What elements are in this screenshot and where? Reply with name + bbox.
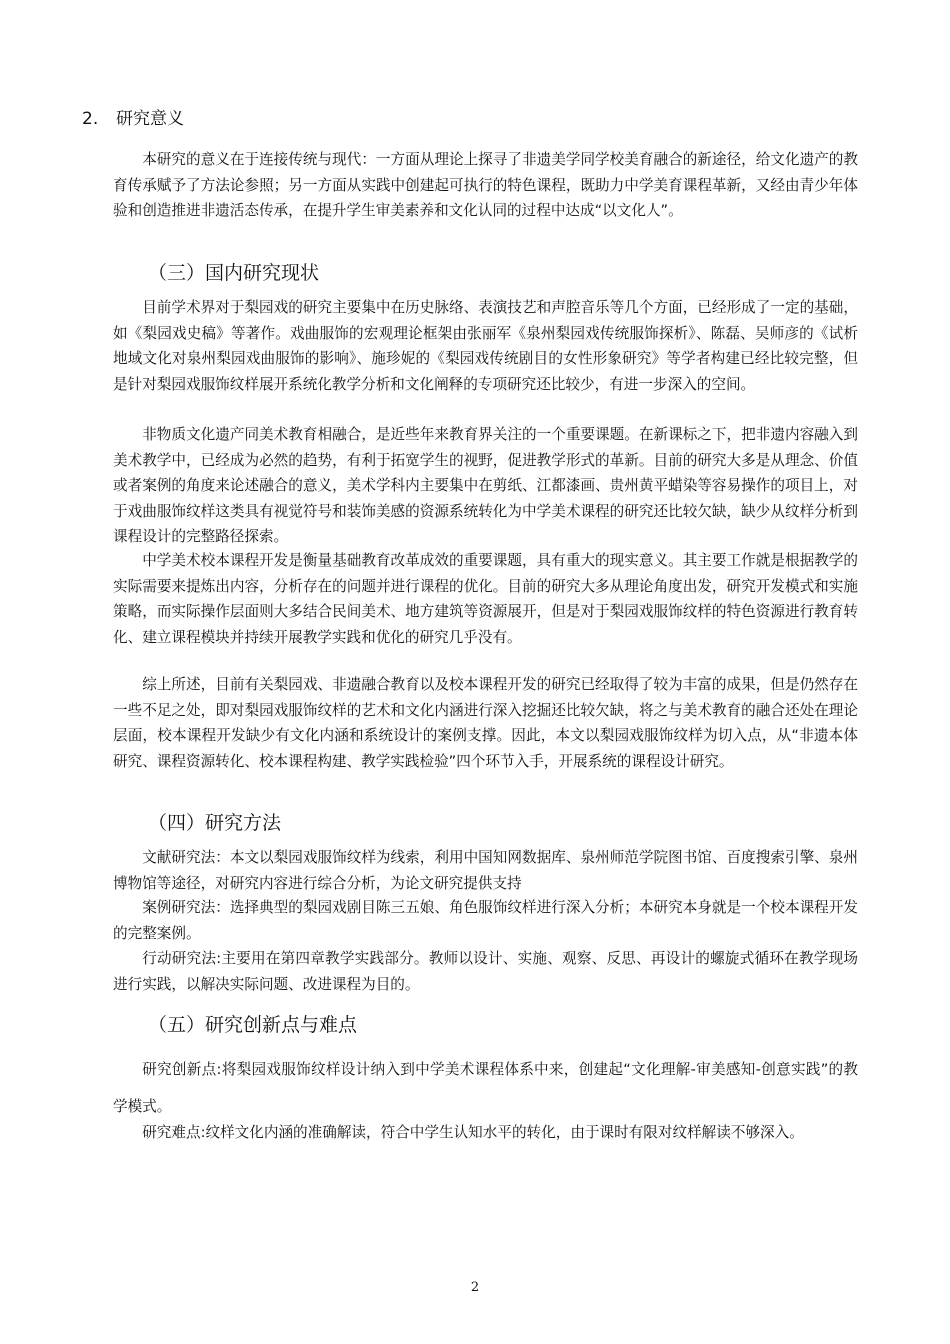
heading-number: 2. (82, 109, 99, 129)
method-literature: 文献研究法：本文以梨园戏服饰纹样为线索，利用中国知网数据库、泉州师范学院图书馆、百度搜索引擎、泉州博物馆等途径，对研究内容进行综合分析，为论文研究提供支持 (113, 849, 858, 892)
section-title-innovation-difficulty: （五）研究创新点与难点 (148, 1014, 358, 1036)
innovation-paragraph: 研究创新点:将梨园戏服饰纹样设计纳入到中学美术课程体系中来，创建起“文化理解-审美感知-创意实践”的教学模式。 (113, 1061, 858, 1115)
paragraph: 目前学术界对于梨园戏的研究主要集中在历史脉络、表演技艺和声腔音乐等几个方面，已经形成了一定的基础，如《梨园戏史稿》等著作。戏曲服饰的宏观理论框架由张丽军《泉州梨园戏传统服饰探析》、陈磊、吴师彦的《试析地域文化对泉州梨园戏曲服饰的影响》、施珍妮的《梨园戏传统剧目的女性形象研究》等学者构建已经比较完整，但是针对梨园戏服饰纹样展开系统化教学分析和文化阐释的专项研究还比较少，有进一步深入的空间。 (113, 299, 858, 393)
page-number: 2 (470, 1280, 480, 1295)
section-title-domestic-research: （三）国内研究现状 (148, 262, 320, 284)
method-case-study: 案例研究法：选择典型的梨园戏剧目陈三五娘、角色服饰纹样进行深入分析；本研究本身就是一个校本课程开发的完整案例。 (113, 899, 858, 942)
heading-research-significance (82, 104, 184, 129)
heading-title: 研究意义 (116, 109, 184, 129)
section-title-research-methods: （四）研究方法 (148, 812, 282, 834)
difficulty-paragraph: 研究难点:纹样文化内涵的准确解读，符合中学生认知水平的转化，由于课时有限对纹样解读不够深入。 (142, 1124, 804, 1141)
method-action-research: 行动研究法:主要用在第四章教学实践部分。教师以设计、实施、观察、反思、再设计的螺旋式循环在教学现场进行实践，以解决实际问题、改进课程为目的。 (113, 950, 858, 993)
paragraph: 综上所述，目前有关梨园戏、非遗融合教育以及校本课程开发的研究已经取得了较为丰富的成果，但是仍然存在一些不足之处，即对梨园戏服饰纹样的艺术和文化内涵进行深入挖掘还比较欠缺，将之与美术教育的融合还处在理论层面，校本课程开发缺少有文化内涵和系统设计的案例支撑。因此，本文以梨园戏服饰纹样为切入点，从“非遗本体研究、课程资源转化、校本课程构建、教学实践检验”四个环节入手，开展系统的课程设计研究。 (113, 676, 858, 770)
paragraph: 中学美术校本课程开发是衡量基础教育改革成效的重要课题，具有重大的现实意义。其主要工作就是根据教学的实际需要来提炼出内容，分析存在的问题并进行课程的优化。目前的研究大多从理论角度出发，研究开发模式和实施策略，而实际操作层面则大多结合民间美术、地方建筑等资源展开，但是对于梨园戏服饰纹样的特色资源进行教育转化、建立课程模块并持续开展教学实践和优化的研究几乎没有。 (113, 552, 858, 646)
paragraph: 非物质文化遗产同美术教育相融合，是近些年来教育界关注的一个重要课题。在新课标之下，把非遗内容融入到美术教学中，已经成为必然的趋势，有利于拓宽学生的视野，促进教学形式的革新。目前的研究大多是从理念、价值或者案例的角度来论述融合的意义，美术学科内主要集中在剪纸、江都漆画、贵州黄平蜡染等容易操作的项目上，对于戏曲服饰纹样这类具有视觉符号和装饰美感的资源系统转化为中学美术课程的研究还比较欠缺，缺少从纹样分析到课程设计的完整路径探索。 (113, 426, 858, 546)
significance-paragraph: 本研究的意义在于连接传统与现代：一方面从理论上探寻了非遗美学同学校美育融合的新途径，给文化遗产的教育传承赋予了方法论参照；另一方面从实践中创建起可执行的特色课程，既助力中学美育课程革新，又经由青少年体验和创造推进非遗活态传承，在提升学生审美素养和文化认同的过程中达成“以文化人”。 (113, 151, 858, 220)
